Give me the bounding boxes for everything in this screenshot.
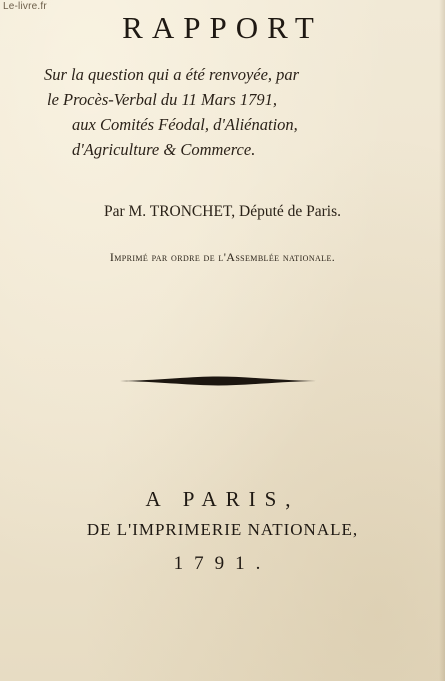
page-title: RAPPORT xyxy=(122,10,323,45)
imprint-year: 1791. xyxy=(173,553,272,574)
subject-paragraph xyxy=(44,62,414,162)
imprint-place: A PARIS, xyxy=(145,487,300,511)
subject-line-3: aux Comités Féodal, d'Aliénation, xyxy=(72,115,298,134)
subject-line-2: le Procès-Verbal du 11 Mars 1791, xyxy=(47,90,278,109)
imprint-printer: DE L'IMPRIMERIE NATIONALE, xyxy=(86,520,359,539)
subject-line-4: d'Agriculture & Commerce. xyxy=(72,140,256,159)
page-edge-shadow xyxy=(439,0,445,681)
ornamental-rule xyxy=(120,374,316,388)
watermark-text: Le-livre.fr xyxy=(3,1,47,12)
author-line: Par M. TRONCHET, Député de Paris. xyxy=(103,203,342,220)
subject-line-1: Sur la question qui a été renvoyée, par xyxy=(44,65,300,84)
print-order-line: Imprimé par ordre de l'Assemblée nationale. xyxy=(109,250,336,264)
